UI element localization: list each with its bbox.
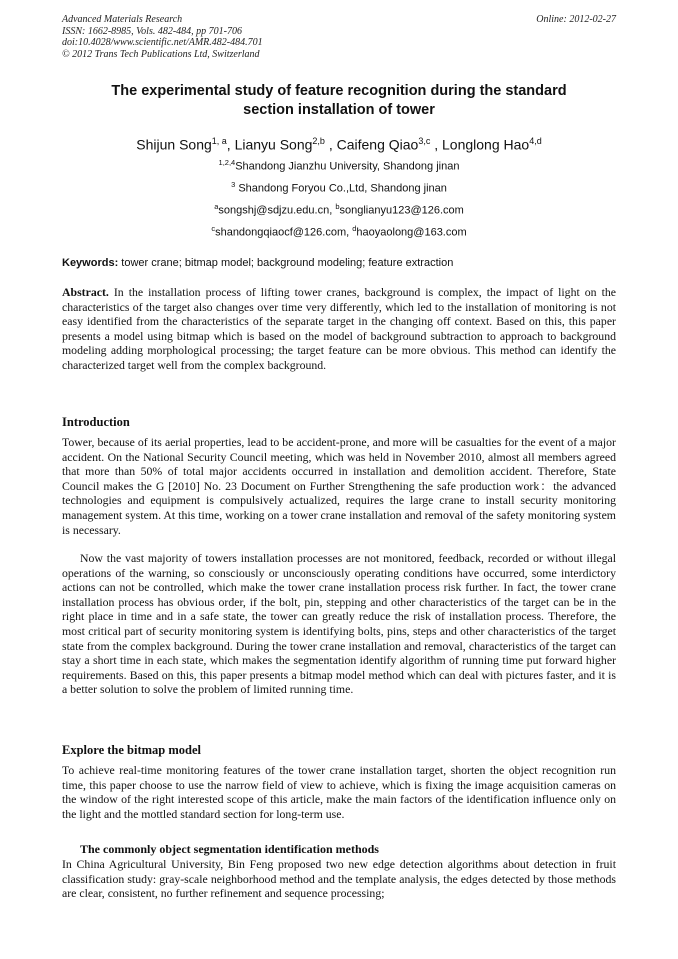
author-superscript: 1, a <box>211 136 227 146</box>
intro-paragraph-2: Now the vast majority of towers installation processes are not monitored, feedback, recorded or without illegal operations of the warning, so consciously or unconsciously operating conditions have occurred, some interdictory actions can not be controlled, which make the tower crane installation process risk further. In fact, the tower crane installation process has obvious order, if the bolt, pin, stepping and other characteristics of the target can be in the right place in time and in a safe state, the tower can greatly reduce the risk of installation process. Therefore, the most critical part of security monitoring system is identifying bolts, pins, steps and other characteristics of the target state from the complex background. During the tower crane installation and removal, characteristics of the target can stay a short time in each state, which makes the segmentation identify algorithm of running time put forward higher requirements. Based on this, this paper presents a bitmap model method which can deal with pictures faster, and it is a better solution to solve the problem of limited running time. <box>62 551 616 697</box>
author-list: Shijun Song$^{1, a}$, Lianyu Song$^{2,b}$ , Caifeng Qiao$^{3,c}$ , Longlong Hao$^{4,d}$ <box>136 136 542 153</box>
author-superscript: 4,d <box>529 136 542 146</box>
online-date: Online: 2012-02-27 <box>536 14 616 25</box>
email-a: songshj@sdjzu.edu.cn, <box>218 204 336 217</box>
title-line-1: The experimental study of feature recognition during the standard <box>111 83 567 99</box>
abstract-label: Abstract. <box>62 285 109 299</box>
author-name: Caifeng Qiao <box>336 136 419 153</box>
abstract-text: In the installation process of lifting tower cranes, background is complex, the impact of light on the characteristics of the target also changes over time very differently, which led to the installation of monitoring is not easy identified from the characteristics of the separate target in the changing off context. Based on this, this paper presents a model using bitmap which is based on the model of background subtraction to approach to background modeling adding morphological processing; the target feature can be more obvious. This method can identify the characterized target well from the complex background. <box>62 285 616 372</box>
email-b: songlianyu123@126.com <box>339 204 464 217</box>
affiliation-text: Shandong Foryou Co.,Ltd, Shandong jinan <box>235 182 447 195</box>
affiliation-text: Shandong Jianzhu University, Shandong jinan <box>235 160 460 173</box>
affiliation-1 <box>62 156 616 174</box>
abstract-paragraph <box>62 285 616 373</box>
paper-title <box>62 82 616 120</box>
affiliation-2 <box>62 178 616 196</box>
journal-name: Advanced Materials Research <box>62 14 183 25</box>
subsection-heading: The commonly object segmentation identification methods <box>80 842 379 856</box>
bitmap-paragraph-1: To achieve real-time monitoring features of the tower crane installation target, shorten the object recognition run time, this paper choose to use the narrow field of view to achieve, which is fixing the image acquisition cameras on the window of the right interested scope of this article, make the main factors of the identification influence only on the light and the mottled standard section for long-term use. <box>62 763 616 821</box>
keywords-label: Keywords: <box>62 257 119 269</box>
email-superscript: a <box>214 202 219 211</box>
author-name: Longlong Hao <box>442 136 530 153</box>
email-line-2 <box>62 222 616 240</box>
affiliation-superscript: 1,2,4 <box>218 158 236 167</box>
section-heading-bitmap-model: Explore the bitmap model <box>62 743 202 757</box>
email-c: shandongqiaocf@126.com, <box>215 226 353 239</box>
email-d: haoyaolong@163.com <box>356 226 467 239</box>
author-superscript: 2,b <box>312 136 325 146</box>
keywords <box>62 256 616 270</box>
issn-line: ISSN: 1662-8985, Vols. 482-484, pp 701-706 <box>62 25 242 37</box>
title-line-2: section installation of tower <box>243 102 435 118</box>
email-line-1 <box>62 200 616 218</box>
email-superscript: b <box>335 202 340 211</box>
author-name: Lianyu Song <box>234 136 313 153</box>
author-superscript: 3,c <box>418 136 431 146</box>
intro-paragraph-1: Tower, because of its aerial properties, lead to be accident-prone, and more will be casualties for the event of a major accident. On the National Security Council meeting, which was held in November 2010, almost all members agreed that more than 50% of total major accidents occurred in installation and demolition accident. Therefore, State Council makes the G [2010] No. 23 Document on Further Strengthening the safe production work：the advanced technologies and equipment is compulsively actualized, requires the large crane to install security monitoring management system. At this time, working on a tower crane installation and removal of the safety monitoring system is necessary. <box>62 435 616 537</box>
copyright-line: © 2012 Trans Tech Publications Ltd, Switzerland <box>62 48 260 60</box>
bitmap-paragraph-2: In China Agricultural University, Bin Feng proposed two new edge detection algorithms about detection in fruit classification study: gray-scale neighborhood method and the template analysis, the edges detected by those methods are clear, consistent, no further refinement and sequence processing; <box>62 857 616 901</box>
section-heading-introduction: Introduction <box>62 415 130 429</box>
journal-header <box>62 14 616 60</box>
affiliation-superscript: 3 <box>231 180 236 189</box>
keywords-text: tower crane; bitmap model; background modeling; feature extraction <box>118 257 454 269</box>
email-superscript: c <box>211 224 216 233</box>
author-name: Shijun Song <box>136 136 212 153</box>
email-superscript: d <box>352 224 357 233</box>
doi-line: doi:10.4028/www.scientific.net/AMR.482-484.701 <box>62 37 263 48</box>
